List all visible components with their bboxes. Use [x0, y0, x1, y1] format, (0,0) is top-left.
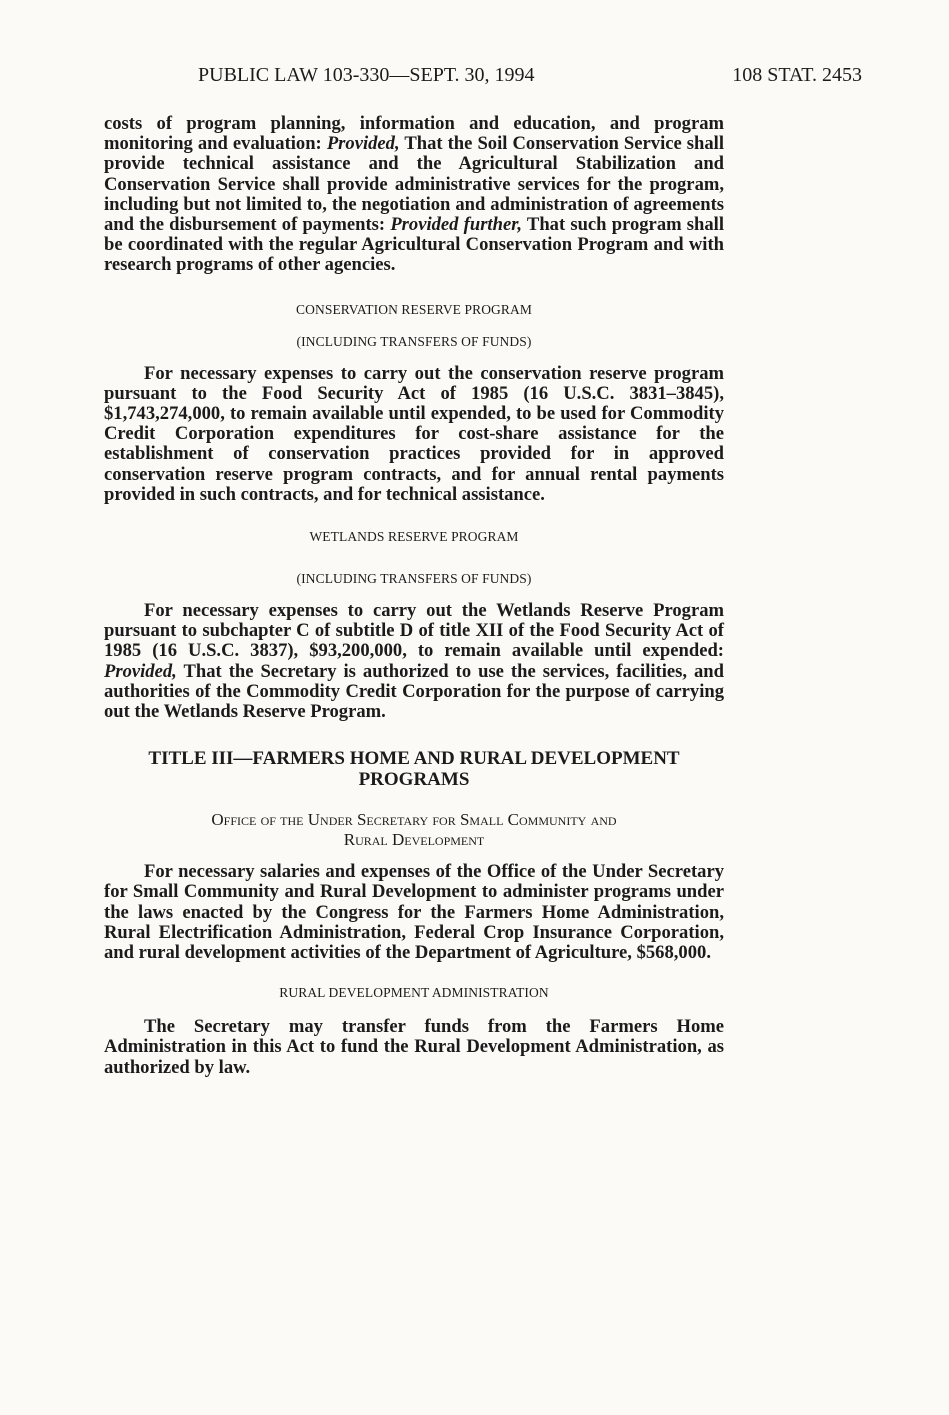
intro-provided: Provided,	[326, 133, 400, 155]
title-iii-heading	[104, 748, 724, 790]
wrp-heading: WETLANDS RESERVE PROGRAM	[309, 529, 519, 545]
intro-provided-further: Provided further,	[390, 214, 523, 236]
title-iii-line2: PROGRAMS	[358, 769, 470, 791]
intro-part3: That such program shall be coordinated with the regular Agricultural Conservation Program and with research programs of other agencies.	[104, 214, 724, 276]
crp-heading: CONSERVATION RESERVE PROGRAM	[296, 301, 532, 317]
page-header	[104, 64, 862, 94]
running-head: PUBLIC LAW 103-330—SEPT. 30, 1994	[198, 64, 535, 86]
office-heading-line1: Office of the Under Secretary for Small Community and	[211, 810, 617, 830]
wrp-part2: That the Secretary is authorized to use the services, facilities, and authorities of the Commodity Credit Corporation for the purpose of carrying out the Wetlands Reserve Program.	[104, 660, 724, 723]
office-heading-line2: Rural Development	[343, 830, 485, 850]
wrp-part1: For necessary expenses to carry out the Wetlands Reserve Program pursuant to subchapter C of subtitle D of title XII of the Food Security Act of 1985 (16 U.S.C. 3837), $93,200,000, to remain available until expended:	[104, 600, 724, 662]
title-iii-line1: TITLE III—FARMERS HOME AND RURAL DEVELOPMENT	[148, 748, 680, 770]
crp-text: For necessary expenses to carry out the conservation reserve program pursuant to the Food Security Act of 1985 (16 U.S.C. 3831–3845), $1,743,274,000, to remain available until expended, to be used for Commodity Credit Corporation expenditures for cost-share assistance for the establishment of conservation practices provided for in approved conservation reserve program contracts, and for annual rental payments provided in such contracts, and for technical assistance.	[104, 362, 724, 505]
page	[104, 64, 862, 1078]
intro-part2: That the Soil Conservation Service shall provide technical assistance and the Agricultural Stabilization and Conservation Service shall provide administrative services for the program, including but not limited to, the negotiation and administration of agreements and the disbursement of payments:	[104, 133, 724, 236]
office-paragraph	[104, 862, 724, 963]
office-heading	[104, 810, 724, 850]
office-text: For necessary salaries and expenses of the Office of the Under Secretary for Small Community and Rural Development to administer programs under the laws enacted by the Congress for the Farmers Home Administration, Rural Electrification Administration, Federal Crop Insurance Corporation, and rural development activities of the Department of Agriculture, $568,000.	[104, 861, 724, 964]
rda-text: The Secretary may transfer funds from the Farmers Home Administration in this Act to fund the Rural Development Administration, as authorized by law.	[104, 1016, 724, 1078]
stat-page-number: 108 STAT. 2453	[732, 64, 862, 86]
intro-paragraph	[104, 114, 724, 276]
rda-heading: RURAL DEVELOPMENT ADMINISTRATION	[279, 985, 549, 1001]
rda-paragraph	[104, 1017, 724, 1078]
wrp-provided: Provided,	[104, 660, 177, 682]
crp-subheading: (INCLUDING TRANSFERS OF FUNDS)	[296, 333, 532, 349]
wrp-subheading: (INCLUDING TRANSFERS OF FUNDS)	[296, 571, 532, 587]
wrp-paragraph	[104, 601, 724, 722]
intro-part1: costs of program planning, information and education, and program monitoring and evaluation:	[104, 113, 724, 155]
crp-paragraph	[104, 364, 724, 505]
